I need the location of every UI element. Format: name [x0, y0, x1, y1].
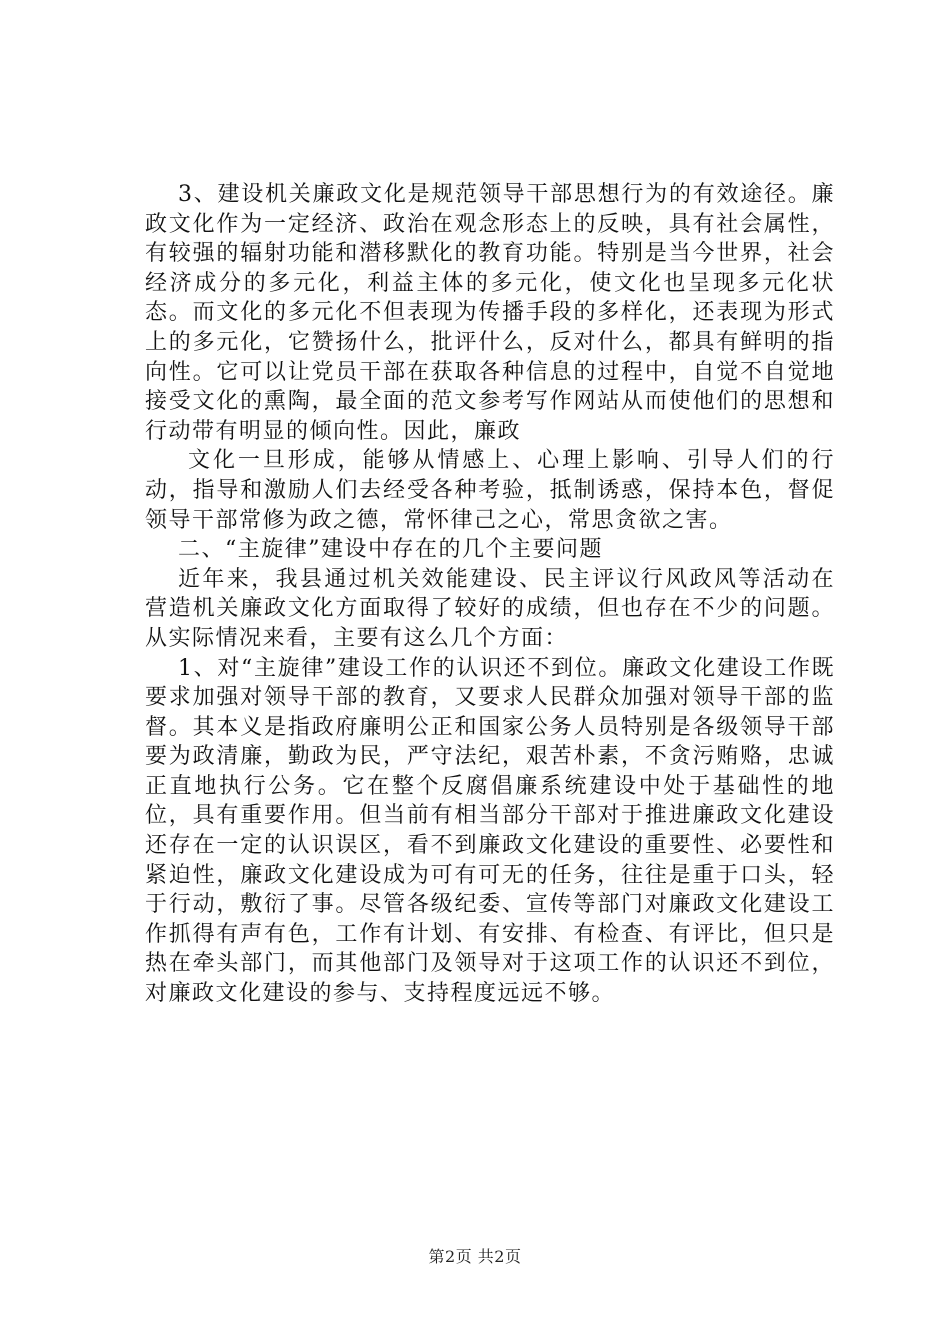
page-footer: [0, 1244, 950, 1267]
paragraph-construction-path: 3、建设机关廉政文化是规范领导干部思想行为的有效途径。廉政文化作为一定经济、政治在观念形态上的反映，具有社会属性，有较强的辐射功能和潜移默化的教育功能。特别是当今世界，社会经济成分的多元化，利益主体的多元化，使文化也呈现多元化状态。而文化的多元化不但表现为传播手段的多样化，还表现为形式上的多元化，它赞扬什么，批评什么，反对什么，都具有鲜明的指向性。它可以让党员干部在获取各种信息的过程中，自觉不自觉地接受文化的熏陶，最全面的范文参考写作网站从而使他们的思想和行动带有明显的倾向性。因此，廉政: [145, 182, 835, 444]
document-body: [145, 180, 835, 1009]
page-number-label: 第2页 共2页: [428, 1247, 522, 1266]
paragraph-culture-formed: 文化一旦形成，能够从情感上、心理上影响、引导人们的行动，指导和激励人们去经受各种考验，抵制诱惑，保持本色，督促领导干部常修为政之德，常怀律己之心，常思贪欲之害。: [145, 448, 835, 533]
section-heading-problems: 二、“主旋律”建设中存在的几个主要问题: [178, 537, 603, 563]
paragraph-recent-years: 近年来，我县通过机关效能建设、民主评议行风政风等活动在营造机关廉政文化方面取得了较好的成绩，但也存在不少的问题。从实际情况来看，主要有这么几个方面：: [145, 566, 835, 651]
paragraph-point-one: 1、对“主旋律”建设工作的认识还不到位。廉政文化建设工作既要求加强对领导干部的教育，又要求人民群众加强对领导干部的监督。其本义是指政府廉明公正和国家公务人员特别是各级领导干部要为政清廉，勤政为民，严守法纪，艰苦朴素，不贪污贿赂，忠诚正直地执行公务。它在整个反腐倡廉系统建设中处于基础性的地位，具有重要作用。但当前有相当部分干部对于推进廉政文化建设还存在一定的认识误区，看不到廉政文化建设的重要性、必要性和紧迫性，廉政文化建设成为可有可无的任务，往往是重于口头，轻于行动，敷衍了事。尽管各级纪委、宣传等部门对廉政文化建设工作抓得有声有色，工作有计划、有安排、有检查、有评比，但只是热在牵头部门，而其他部门及领导对于这项工作的认识还不到位，对廉政文化建设的参与、支持程度远远不够。: [145, 655, 835, 1007]
